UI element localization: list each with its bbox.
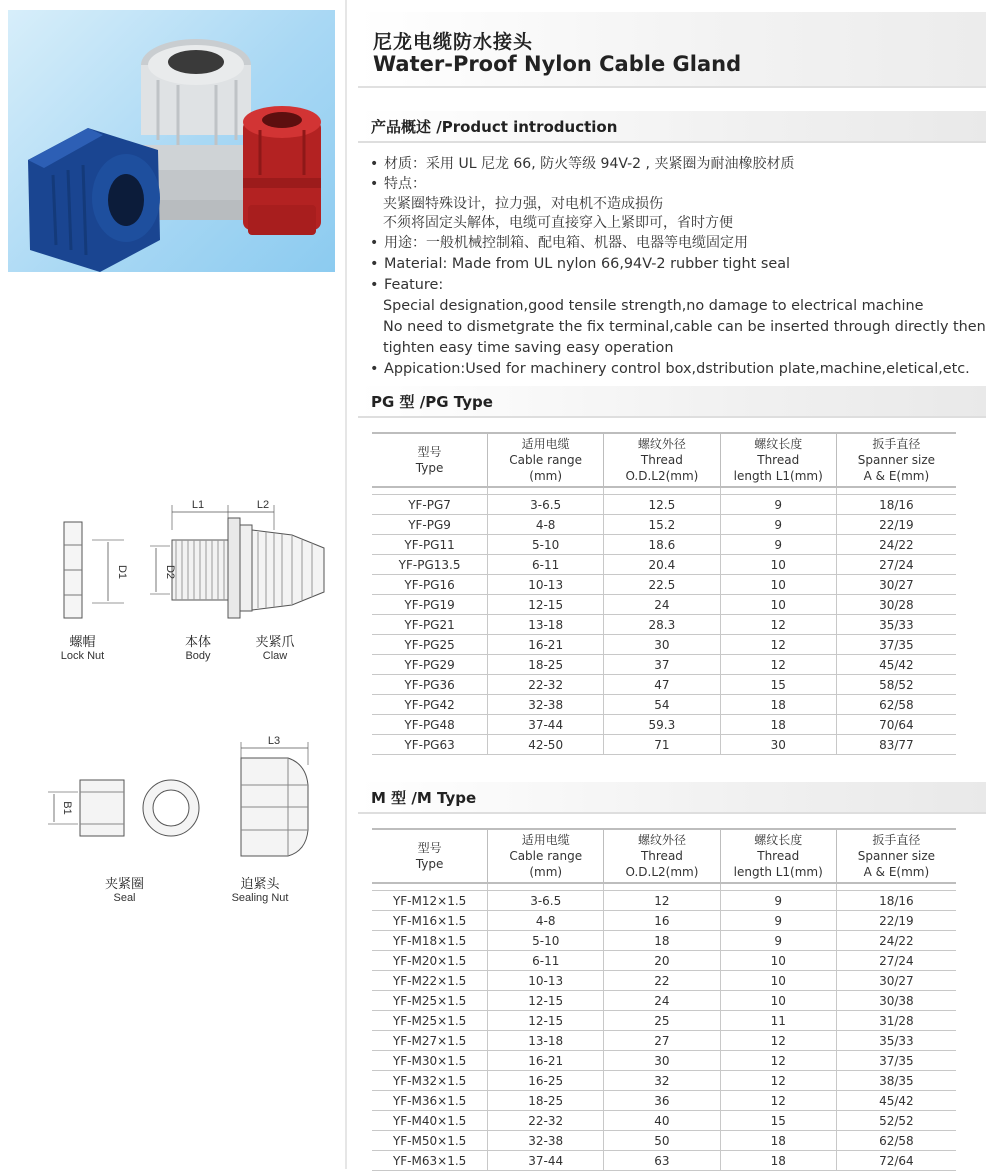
intro-line	[370, 195, 980, 215]
table-row	[372, 1011, 956, 1031]
intro-line-text: 不须将固定头解体，电缆可直接穿入上紧即可，省时方便	[383, 215, 733, 232]
dim-b1: B1	[61, 801, 73, 815]
intro-line-text: Special designation,good tensile strength,no damage to electrical machine	[383, 297, 924, 314]
table-row	[372, 1031, 956, 1051]
table-cell: 30/27	[836, 971, 956, 991]
lock-nut-label-cn: 螺帽	[69, 634, 96, 649]
table-cell: YF-PG13.5	[372, 555, 488, 575]
table-cell: 18.6	[604, 535, 720, 555]
table-row	[372, 971, 956, 991]
table-cell: YF-M50×1.5	[372, 1131, 488, 1151]
intro-line-text: 特点：	[384, 175, 426, 192]
table-cell: 10	[720, 575, 836, 595]
table-cell: 4-8	[488, 515, 604, 535]
table-cell: 22	[604, 971, 720, 991]
table-cell: YF-M25×1.5	[372, 1011, 488, 1031]
table-row	[372, 1071, 956, 1091]
pg-type-heading	[358, 386, 986, 418]
table-cell: YF-M22×1.5	[372, 971, 488, 991]
table-cell: 27	[604, 1031, 720, 1051]
bullet-icon: •	[370, 235, 379, 252]
table-cell: 16-25	[488, 1071, 604, 1091]
table-cell: 22.5	[604, 575, 720, 595]
table-row	[372, 951, 956, 971]
table-cell: 30	[604, 1051, 720, 1071]
table-cell: 22/19	[836, 515, 956, 535]
seal-label-cn: 夹紧圈	[104, 876, 144, 891]
seal-label	[92, 873, 157, 904]
table-cell: 71	[604, 735, 720, 755]
body-label-cn: 本体	[184, 634, 211, 649]
table-cell: YF-PG63	[372, 735, 488, 755]
table-cell: 36	[604, 1091, 720, 1111]
table-cell: YF-M63×1.5	[372, 1151, 488, 1171]
table-cell: 50	[604, 1131, 720, 1151]
table-cell: YF-M20×1.5	[372, 951, 488, 971]
bullet-icon: •	[370, 175, 379, 192]
table-cell: 22-32	[488, 1111, 604, 1131]
bullet-icon: •	[370, 276, 379, 293]
table-cell: 52/52	[836, 1111, 956, 1131]
table-cell: 16-21	[488, 635, 604, 655]
column-header-line: O.D.L2(mm)	[625, 865, 699, 879]
table-cell: 30	[720, 735, 836, 755]
table-row	[372, 695, 956, 715]
table-cell: 27/24	[836, 951, 956, 971]
m-type-heading	[358, 782, 986, 814]
column-header-line: (mm)	[529, 469, 563, 483]
intro-line	[370, 155, 980, 175]
sealing-nut-label-en: Sealing Nut	[231, 892, 289, 904]
table-row	[372, 991, 956, 1011]
intro-line-text: tighten easy time saving easy operation	[383, 339, 674, 356]
table-cell: 12.5	[604, 495, 720, 515]
table-cell: 37-44	[488, 715, 604, 735]
table-cell: 10-13	[488, 971, 604, 991]
table-cell: 35/33	[836, 615, 956, 635]
table-cell: 18	[720, 1131, 836, 1151]
column-header-line: O.D.L2(mm)	[625, 469, 699, 483]
table-cell: 24	[604, 595, 720, 615]
blue-gland	[28, 128, 160, 272]
table-cell: 47	[604, 675, 720, 695]
table-row	[372, 515, 956, 535]
column-header-line: A & E(mm)	[863, 469, 930, 483]
table-cell: 30/27	[836, 575, 956, 595]
table-row	[372, 911, 956, 931]
product-intro-heading	[358, 111, 986, 143]
table-cell: 32	[604, 1071, 720, 1091]
table-cell: 18/16	[836, 891, 956, 911]
table-row	[372, 1151, 956, 1171]
column-header-line: Cable range	[509, 453, 583, 467]
table-cell: 22-32	[488, 675, 604, 695]
table-cell: 83/77	[836, 735, 956, 755]
column-header-line: Spanner size	[857, 849, 935, 863]
lock-nut-label-en: Lock Nut	[60, 650, 105, 662]
table-cell: 59.3	[604, 715, 720, 735]
table-cell: 9	[720, 931, 836, 951]
column-header	[488, 829, 604, 883]
column-header-line: 螺纹外径	[637, 437, 686, 451]
column-header-line: Type	[415, 857, 444, 871]
table-row	[372, 555, 956, 575]
table-cell: 31/28	[836, 1011, 956, 1031]
table-cell: 24/22	[836, 931, 956, 951]
table-cell: 42-50	[488, 735, 604, 755]
table-cell: 18-25	[488, 655, 604, 675]
intro-line	[370, 214, 980, 234]
sealing-nut-label	[222, 873, 298, 904]
table-row	[372, 595, 956, 615]
table-cell: 5-10	[488, 535, 604, 555]
table-cell: 70/64	[836, 715, 956, 735]
table-cell: 3-6.5	[488, 891, 604, 911]
table-cell: 40	[604, 1111, 720, 1131]
table-row	[372, 1051, 956, 1071]
table-cell: 6-11	[488, 951, 604, 971]
table-cell: 12-15	[488, 991, 604, 1011]
table-cell: 10	[720, 991, 836, 1011]
column-header	[604, 829, 720, 883]
dim-d1: D1	[116, 564, 128, 580]
table-cell: YF-PG48	[372, 715, 488, 735]
pg-type-heading-text: PG 型 /PG Type	[371, 393, 493, 411]
table-cell: 20	[604, 951, 720, 971]
table-cell: YF-M18×1.5	[372, 931, 488, 951]
column-header-line: 螺纹长度	[754, 437, 803, 451]
column-header-line: 螺纹长度	[754, 833, 803, 847]
column-header	[372, 829, 488, 883]
column-header-line: Spanner size	[857, 453, 935, 467]
table-cell: 9	[720, 911, 836, 931]
m-spec-table	[372, 828, 956, 1171]
table-cell: 32-38	[488, 695, 604, 715]
table-cell: 37-44	[488, 1151, 604, 1171]
page-title-en: Water-Proof Nylon Cable Gland	[373, 52, 742, 76]
column-header-line: Cable range	[509, 849, 583, 863]
table-cell: YF-M36×1.5	[372, 1091, 488, 1111]
table-cell: YF-PG29	[372, 655, 488, 675]
table-cell: 12	[720, 1091, 836, 1111]
table-cell: 12-15	[488, 595, 604, 615]
table-cell: 12	[720, 655, 836, 675]
column-header	[720, 829, 836, 883]
table-cell: 20.4	[604, 555, 720, 575]
table-row	[372, 1111, 956, 1131]
column-header	[836, 433, 956, 487]
table-cell: 62/58	[836, 1131, 956, 1151]
column-header-line: length L1(mm)	[733, 865, 823, 879]
claw-drawing	[252, 530, 324, 610]
table-row	[372, 655, 956, 675]
table-cell: 37/35	[836, 635, 956, 655]
table-cell: 13-18	[488, 1031, 604, 1051]
table-cell: 10	[720, 595, 836, 615]
table-cell: 12	[720, 615, 836, 635]
table-cell: YF-PG7	[372, 495, 488, 515]
table-cell: 45/42	[836, 655, 956, 675]
table-cell: 28.3	[604, 615, 720, 635]
column-header-line: Thread	[640, 453, 683, 467]
table-cell: 3-6.5	[488, 495, 604, 515]
table-cell: YF-M25×1.5	[372, 991, 488, 1011]
table-cell: 38/35	[836, 1071, 956, 1091]
lock-nut-drawing	[64, 522, 128, 618]
claw-label	[245, 631, 305, 662]
table-cell: 9	[720, 891, 836, 911]
table-row	[372, 891, 956, 911]
table-row	[372, 675, 956, 695]
table-cell: YF-PG42	[372, 695, 488, 715]
table-cell: 15	[720, 1111, 836, 1131]
dim-l2: L2	[256, 499, 270, 511]
table-cell: 18	[604, 931, 720, 951]
table-cell: YF-M32×1.5	[372, 1071, 488, 1091]
column-header-line: Thread	[757, 453, 800, 467]
column-header	[604, 433, 720, 487]
table-cell: 18	[720, 1151, 836, 1171]
column-header-line: 适用电缆	[521, 437, 570, 451]
intro-line-text: 夹紧圈特殊设计，拉力强，对电机不造成损伤	[383, 195, 663, 212]
intro-line	[370, 296, 980, 317]
red-gland	[243, 106, 321, 235]
table-cell: YF-PG9	[372, 515, 488, 535]
product-photo	[8, 10, 335, 272]
table-row	[372, 495, 956, 515]
column-header	[720, 433, 836, 487]
table-cell: 10-13	[488, 575, 604, 595]
column-header-line: A & E(mm)	[863, 865, 930, 879]
table-cell: 62/58	[836, 695, 956, 715]
table-cell: 63	[604, 1151, 720, 1171]
table-cell: 24	[604, 991, 720, 1011]
table-header-row	[372, 433, 956, 487]
m-type-heading-text: M 型 /M Type	[371, 789, 477, 807]
column-header-line: Type	[415, 461, 444, 475]
table-cell: 12	[720, 635, 836, 655]
table-cell: 45/42	[836, 1091, 956, 1111]
bullet-icon: •	[370, 360, 379, 377]
table-cell: 12	[720, 1071, 836, 1091]
table-cell: 6-11	[488, 555, 604, 575]
table-cell: 35/33	[836, 1031, 956, 1051]
column-header	[372, 433, 488, 487]
table-row	[372, 535, 956, 555]
table-cell: 32-38	[488, 1131, 604, 1151]
table-cell: 25	[604, 1011, 720, 1031]
table-cell: 10	[720, 951, 836, 971]
table-cell: 12	[720, 1051, 836, 1071]
pg-spec-table	[372, 432, 956, 755]
table-cell: YF-PG36	[372, 675, 488, 695]
seal-ring-drawing	[143, 780, 199, 836]
body-label-en: Body	[185, 650, 211, 662]
table-cell: 10	[720, 555, 836, 575]
table-cell: 72/64	[836, 1151, 956, 1171]
column-divider	[345, 0, 347, 1169]
sealing-nut-side-drawing	[241, 735, 308, 856]
seal-nut-drawing	[40, 730, 340, 870]
table-cell: 12	[604, 891, 720, 911]
product-intro-list	[370, 155, 986, 380]
column-header	[836, 829, 956, 883]
column-header-line: (mm)	[529, 865, 563, 879]
table-cell: YF-PG16	[372, 575, 488, 595]
table-cell: 24/22	[836, 535, 956, 555]
body-label	[168, 631, 228, 662]
table-cell: 12	[720, 1031, 836, 1051]
column-header-line: length L1(mm)	[733, 469, 823, 483]
table-spacer-row	[372, 883, 956, 891]
dim-d2: D2	[164, 564, 176, 580]
table-row	[372, 635, 956, 655]
claw-label-cn: 夹紧爪	[255, 634, 295, 649]
table-cell: 18-25	[488, 1091, 604, 1111]
product-intro-heading-text: 产品概述 /Product introduction	[371, 118, 618, 136]
table-cell: YF-M16×1.5	[372, 911, 488, 931]
table-cell: 12-15	[488, 1011, 604, 1031]
table-cell: 13-18	[488, 615, 604, 635]
table-row	[372, 575, 956, 595]
table-cell: 5-10	[488, 931, 604, 951]
table-cell: 4-8	[488, 911, 604, 931]
table-cell: 16-21	[488, 1051, 604, 1071]
table-cell: YF-M30×1.5	[372, 1051, 488, 1071]
intro-line-text: 材质：采用 UL 尼龙 66, 防火等级 94V-2 , 夹紧圈为耐油橡胶材质	[384, 156, 795, 172]
table-cell: 9	[720, 535, 836, 555]
intro-line-text: Feature:	[384, 276, 444, 293]
intro-line-text: 用途：一般机械控制箱、配电箱、机器、电器等电缆固定用	[384, 235, 748, 252]
table-cell: 27/24	[836, 555, 956, 575]
table-cell: 18	[720, 695, 836, 715]
table-row	[372, 1131, 956, 1151]
table-cell: 9	[720, 495, 836, 515]
table-header-row	[372, 829, 956, 883]
lock-nut-label	[50, 631, 115, 662]
bullet-icon: •	[370, 156, 379, 172]
column-header-line: 型号	[417, 445, 442, 459]
dim-l1: L1	[191, 499, 205, 511]
table-cell: 11	[720, 1011, 836, 1031]
table-row	[372, 715, 956, 735]
intro-line	[370, 338, 980, 359]
sealing-nut-label-cn: 迫紧头	[240, 876, 280, 891]
column-header-line: 型号	[417, 841, 442, 855]
intro-line-text: Appication:Used for machinery control box,dstribution plate,machine,eletical,etc.	[384, 360, 970, 377]
table-cell: YF-PG21	[372, 615, 488, 635]
intro-line	[370, 359, 980, 380]
seal-label-en: Seal	[113, 892, 136, 904]
intro-line-text: Material: Made from UL nylon 66,94V-2 rubber tight seal	[384, 255, 791, 272]
table-cell: 18	[720, 715, 836, 735]
column-header	[488, 433, 604, 487]
intro-line	[370, 234, 980, 254]
table-cell: YF-M27×1.5	[372, 1031, 488, 1051]
table-cell: 37	[604, 655, 720, 675]
table-row	[372, 615, 956, 635]
dim-l3: L3	[267, 735, 281, 747]
column-header-line: 扳手直径	[872, 437, 921, 451]
table-cell: YF-M40×1.5	[372, 1111, 488, 1131]
column-header-line: Thread	[640, 849, 683, 863]
table-cell: YF-PG19	[372, 595, 488, 615]
table-spacer-row	[372, 487, 956, 495]
intro-line	[370, 275, 980, 296]
intro-line	[370, 254, 980, 275]
column-header-line: 螺纹外径	[637, 833, 686, 847]
table-cell: 30/28	[836, 595, 956, 615]
table-cell: 15	[720, 675, 836, 695]
table-cell: YF-PG11	[372, 535, 488, 555]
table-cell: 30/38	[836, 991, 956, 1011]
table-cell: 18/16	[836, 495, 956, 515]
table-cell: 22/19	[836, 911, 956, 931]
cable-glands-image	[8, 10, 335, 272]
claw-label-en: Claw	[262, 650, 288, 662]
table-cell: 58/52	[836, 675, 956, 695]
column-header-line: 适用电缆	[521, 833, 570, 847]
intro-line	[370, 317, 986, 338]
table-cell: 15.2	[604, 515, 720, 535]
table-cell: 9	[720, 515, 836, 535]
intro-line-text: No need to dismetgrate the fix terminal,cable can be inserted through directly then	[383, 318, 986, 335]
page-title-cn: 尼龙电缆防水接头	[373, 31, 534, 53]
intro-line	[370, 175, 980, 195]
title-box	[358, 12, 986, 88]
table-row	[372, 735, 956, 755]
table-cell: 54	[604, 695, 720, 715]
column-header-line: 扳手直径	[872, 833, 921, 847]
table-row	[372, 1091, 956, 1111]
table-cell: 30	[604, 635, 720, 655]
table-cell: 10	[720, 971, 836, 991]
table-cell: YF-PG25	[372, 635, 488, 655]
seal-side-drawing	[48, 780, 124, 836]
gland-assembly-drawing	[40, 490, 340, 630]
bullet-icon: •	[370, 255, 379, 272]
table-row	[372, 931, 956, 951]
table-cell: 16	[604, 911, 720, 931]
table-cell: 37/35	[836, 1051, 956, 1071]
table-cell: YF-M12×1.5	[372, 891, 488, 911]
column-header-line: Thread	[757, 849, 800, 863]
